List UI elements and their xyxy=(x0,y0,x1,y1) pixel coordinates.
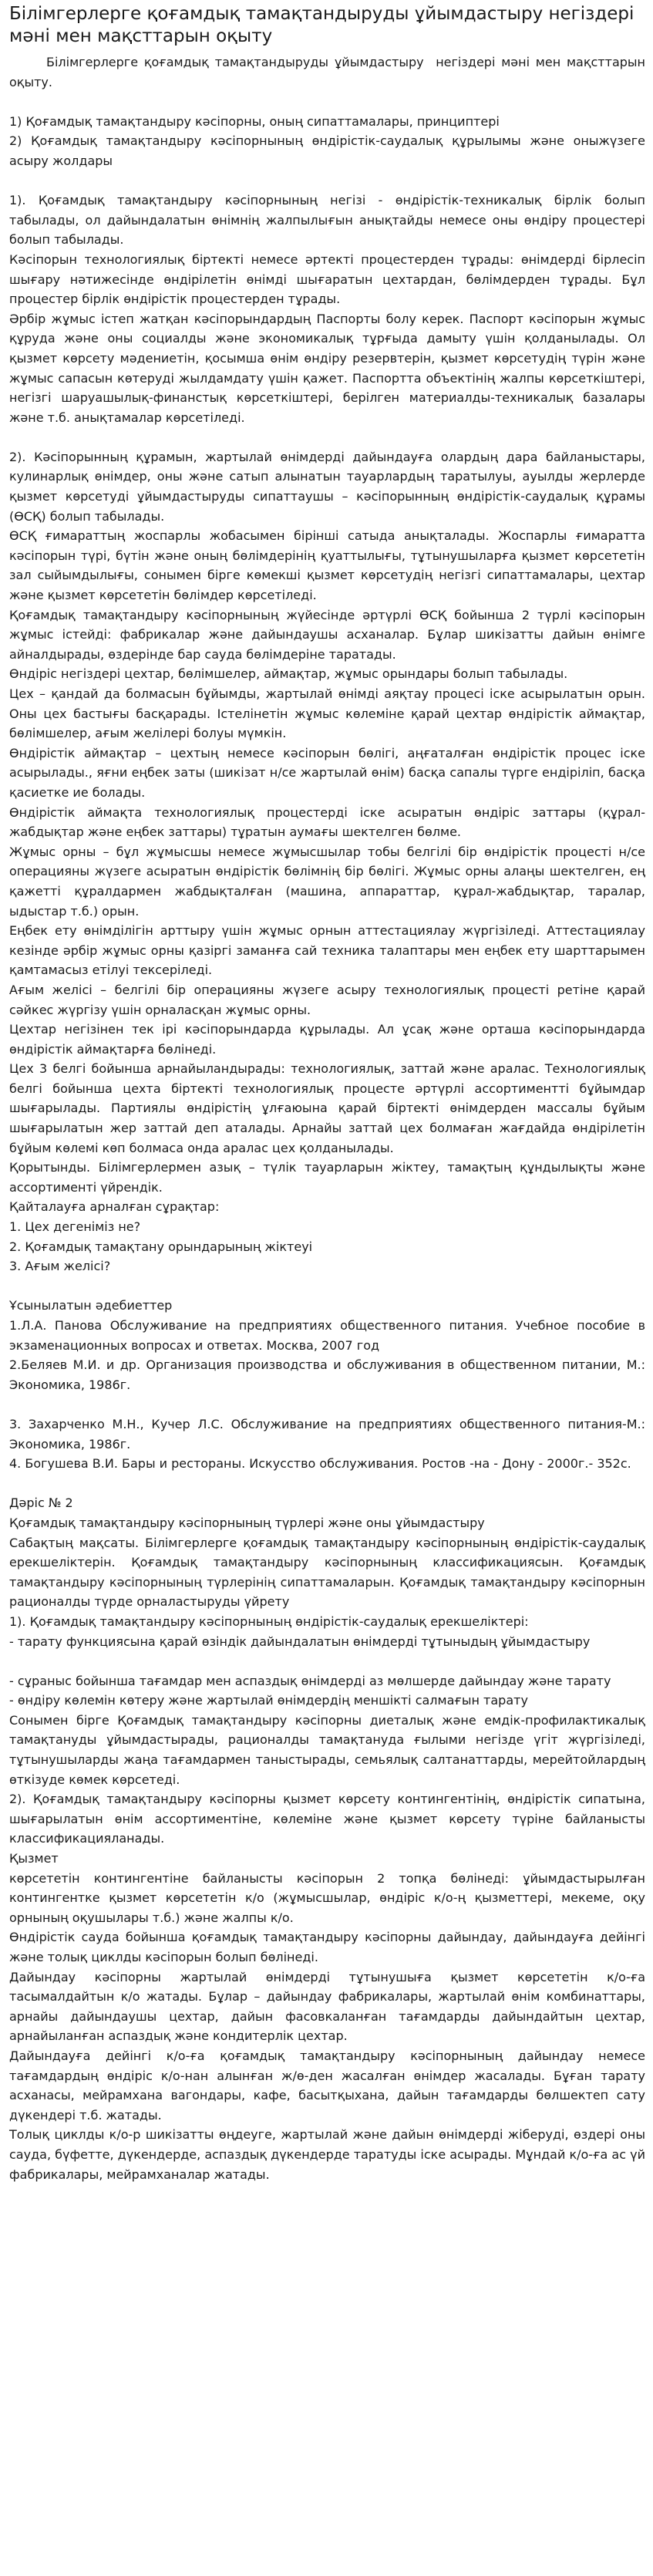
lecture-paragraph: Дайындауға дейінгі к/о-ға қоғамдық тамақтандыру кәсіпорнының дайындау немесе тағамдардың өндіріс к/о-нан алынған ж/ө-ден жасалған өнімдер жасалады. Бұған тарату асханасы, мейрамхана вагондары, кафе, басытқыхана, дайын тағамдарды бөлшектеп сату дүкендері т.б. жатады. xyxy=(9,2048,650,2123)
lecture-paragraph: 2). Қоғамдық тамақтандыру кәсіпорны қызмет көрсету контингентінің, өндірістік сипатына, шығарылатын өнім ассортиментіне, көлеміне және қызмет көрсету түріне байланысты классификацияланады. xyxy=(9,1792,650,1846)
review-question: 1. Цех дегеніміз не? xyxy=(9,1219,141,1235)
section1-paragraph: 1). Қоғамдық тамақтандыру кәсіпорнының негізі - өндірістік-техникалық бірлік болып табылады, ол дайындалатын өнімнің жалпылығын анықтайды немесе оны өндіру процестері болып табылады. xyxy=(9,193,650,248)
section2-paragraph: ӨСҚ ғимараттың жоспарлы жобасымен бірінші сатыда анықталады. Жоспарлы ғимаратта кәсіпорын түрі, бүтін және оның бөлімдерінің қуаттылығы, тұтынушыларға қызмет көрсететін зал сыйымдылығы, сонымен бірге көмекші қызмет көрсетудің негізгі сипаттамалары, цехтар және қызмет көрсететін бөлімдер көрсетіледі. xyxy=(9,528,650,603)
lecture-list-item: - сұраныс бойынша тағамдар мен аспаздық өнімдерді аз мөлшерде дайындау және тарату xyxy=(9,1673,611,1688)
section2-paragraph: Қорытынды. Білімгерлермен азық – түлік тауарларын жіктеу, тамақтың құндылықты және ассортименті үйрендік. xyxy=(9,1160,650,1195)
document-title: Білімгерлерге қоғамдық тамақтандыруды ұйымдастыру негіздері мәні мен мақсттарын оқыту xyxy=(9,4,634,46)
spacer xyxy=(9,427,645,447)
section2-paragraph: Жұмыс орны – бұл жұмысшы немесе жұмысшылар тобы белгілі бір өндірістік процесті н/се операцияны жүзеге асыратын өндірістік бөлімнің бір бөлігі. Жұмыс орны алаңы шектелген, ең қажетті құралдармен жабдықталған (машина, аппараттар, құрал-жабдықтар, таралар, ыдыстар т.б.) орын. xyxy=(9,844,650,919)
section2-paragraph: Қоғамдық тамақтандыру кәсіпорнының жүйесінде әртүрлі ӨСҚ бойынша 2 түрлі кәсіпорын жұмыс істейді: фабрикалар және дайындаушы асханалар. Бұлар шикізатты дайын өнімге айналдырады, өздерінде бар сауда бөлімдеріне таратады. xyxy=(9,607,650,662)
lecture-paragraph: Дайындау кәсіпорны жартылай өнімдерді тұтынушыға қызмет көрсететін к/о-ға тасымалдайтын к/о жатады. Бұлар – дайындау фабрикалары, жартылай өнім комбинаттары, арнайы дайындаушы цехтар, дайын фасовкаланған тағамдарды дайындайтын цехтар, арнайыланған аспаздық және кондитерлік цехтар. xyxy=(9,1969,650,2044)
lecture-number: Дәріс № 2 xyxy=(9,1495,73,1511)
outline-item: 1) Қоғамдық тамақтандыру кәсіпорны, оның сипаттамалары, принциптері xyxy=(9,113,500,129)
review-questions-heading: Қайталауға арналған сұрақтар: xyxy=(9,1199,220,1215)
lecture-paragraph: 1). Қоғамдық тамақтандыру кәсіпорнының өндірістік-саудалық ерекшеліктері: xyxy=(9,1613,529,1629)
lecture-topic: Қоғамдық тамақтандыру кәсіпорнының түрлері және оны ұйымдастыру xyxy=(9,1515,485,1530)
outline-item: 2) Қоғамдық тамақтандыру кәсіпорнының өндірістік-саудалық құрылымы және оныжүзеге асыру жолдары xyxy=(9,133,650,168)
lecture-paragraph: Өндірістік сауда бойынша қоғамдық тамақтандыру кәсіпорны дайындау, дайындауға дейінгі және толық циклды кәсіпорын болып бөлінеді. xyxy=(9,1930,650,1964)
section2-paragraph: Өндірістік аймақта технологиялық процестерді іске асыратын өндіріс заттары (құрал-жабдықтар және еңбек заттары) тұратын аумағы шектелген бөлме. xyxy=(9,804,645,840)
section2-paragraph: Өндірістік аймақтар – цехтың немесе кәсіпорын бөлігі, аңғаталған өндірістік процес іске асырылады., яғни еңбек заты (шикізат н/се жартылай өнім) басқа сапалы түрге ендіріліп, басқа қасиетке ие болады. xyxy=(9,745,650,800)
section2-paragraph: Ағым желісі – белгілі бір операцияны жүзеге асыру технологиялық процесті ретіне қарай сәйкес жүргізу үшін орналасқан жұмыс орны. xyxy=(9,982,650,1017)
spacer xyxy=(9,1394,645,1414)
lecture-list-item: - өндіру көлемін көтеру және жартылай өнімдердің меншікті салмағын тарату xyxy=(9,1693,528,1708)
section2-paragraph: Еңбек ету өнімділігін арттыру үшін жұмыс орнын аттестациялау жүргізіледі. Аттестациялау кезінде әрбір жұмыс орны қазіргі заманға сай техника талаптары мен еңбек ету шарттарымен қамтамасыз етілуі тексеріледі. xyxy=(9,923,650,978)
lecture-paragraph: Сонымен бірге Қоғамдық тамақтандыру кәсіпорны диеталық және емдік-профилактикалық тамақтануды ұйымдастырады, рационалды тамақтануда ғылыми негізде үгіт жүргізіледі, тұтынушыларды жаңа тағамдармен таныстырады, семьялық салтанаттарды, мерейтойлардың өткізуде көмек көрсетеді. xyxy=(9,1712,650,1787)
lecture-paragraph: Сабақтың мақсаты. Білімгерлерге қоғамдық тамақтандыру кәсіпорнының өндірістік-саудалық ерекшеліктерін. Қоғамдық тамақтандыру кәсіпорнының классификациясын. Қоғамдық тамақтандыру кәсіпорнының түрлерінің сипаттамаларын. Қоғамдық тамақтандыру кәсіпорнын рационалды түрде орналастыруды үйрету xyxy=(9,1535,650,1610)
intro-paragraph: Білімгерлерге қоғамдық тамақтандыруды ұйымдастыру негіздері мәні мен мақсттарын оқыту. xyxy=(9,55,650,89)
lecture-paragraph: Қызмет xyxy=(9,1851,59,1866)
spacer xyxy=(9,92,645,112)
spacer xyxy=(9,171,645,191)
section2-paragraph: Өндіріс негіздері цехтар, бөлімшелер, аймақтар, жұмыс орындары болып табылады. xyxy=(9,666,568,682)
reference-item: 1.Л.А. Панова Обслуживание на предприятиях общественного питания. Учебное пособие в экзаменационных вопросах и ответах. Москва, 2007 год xyxy=(9,1318,650,1353)
review-question: 3. Ағым желісі? xyxy=(9,1259,111,1274)
section1-paragraph: Әрбір жұмыс істеп жатқан кәсіпорындардың Паспорты болу керек. Паспорт кәсіпорын жұмыс құруда және оны социалды және экономикалық тұрғыда дамыту үшін қолданылады. Ол қызмет көрсету мәдениетін, қосымша өнім өндіру резервтерін, қызмет көрсетудің түрін және жұмыс сапасын көтеруді жылдамдату үшін қажет. Паспортта объектінің жалпы көрсеткіштері, негізгі шаруашылық-финанстық көрсеткіштері, берілген материалды-техникалық базалары және т.б. анықтамалар көрсетіледі. xyxy=(9,311,650,425)
lecture-list-item: - тарату функциясына қарай өзіндік дайындалатын өнімдерді тұтыныдың ұйымдастыру xyxy=(9,1634,591,1649)
lecture-paragraph: Толық циклды к/о-р шикізатты өңдеуге, жартылай және дайын өнімдерді жіберуді, өздері оны сауда, бүфетте, дүкендерде, аспаздық дүкендерде таратуды іске асырады. Мұндай к/о-ға ас үй фабрикалары, мейрамханалар жатады. xyxy=(9,2127,650,2182)
section2-paragraph: 2). Кәсіпорынның құрамын, жартылай өнімдерді дайындауға олардың дара байланыстары, кулинарлық өнімдер, оны және сатып алынатын тауарлардың таратылуы, ауылды жерлерде қызмет көрсетуді ұйымдастыруды сипаттаушы – кәсіпорынның өндірістік-саудалық құрамы (ӨСҚ) болып табылады. xyxy=(9,449,650,524)
section2-paragraph: Цехтар негізінен тек ірі кәсіпорындарда құрылады. Ал ұсақ және орташа кәсіпорындарда өндірістік аймақтарға бөлінеді. xyxy=(9,1022,650,1057)
spacer xyxy=(9,1276,645,1296)
lecture-paragraph: көрсететін контингентіне байланысты кәсіпорын 2 топқа бөлінеді: ұйымдастырылған контингентке қызмет көрсететін к/о (жұмысшылар, өндіріс к/о-ң қызметтері, мекеме, оқу орнының оқушылары т.б.) және жалпы к/о. xyxy=(9,1870,650,1925)
reference-item: 4. Богушева В.И. Бары и рестораны. Искусство обслуживания. Ростов -на - Дону - 2000г.- 352с. xyxy=(9,1456,631,1472)
reference-item: 2.Беляев М.И. и др. Организация производства и обслуживания в общественном питании, М.: Экономика, 1986г. xyxy=(9,1357,650,1392)
review-question: 2. Қоғамдық тамақтану орындарының жіктеуі xyxy=(9,1239,313,1254)
section1-paragraph: Кәсіпорын технологиялық біртекті немесе әртекті процестерден тұрады: өнімдерді бірлесіп шығару нәтижесінде өндірілетін өнімді шығаратын цехтардан, бөлімдерден тұрады. Бұл процестер бірлік өндірістік процестерден тұрады. xyxy=(9,251,650,307)
reference-item: 3. Захарченко М.Н., Кучер Л.С. Обслуживание на предприятиях общественного питания-М.: Экономика, 1986г. xyxy=(9,1416,650,1452)
spacer xyxy=(9,1651,645,1671)
spacer xyxy=(9,1474,645,1494)
section2-paragraph: Цех 3 белгі бойынша арнайыландырады: технологиялық, заттай және аралас. Технологиялық белгі бойынша цехта біртекті технологиялық процесте әртүрлі ассортиментті бұйымдар шығарылады. Партиялы өндірістің ұлғаюына қарай біртекті өнімдерден массалы бұйым шығарылатын жер заттай деп аталады. Арнайы заттай цех болмаған жағдайда өндірілетін бұйым көлемі көп болмаса онда аралас цех қолданылады. xyxy=(9,1061,650,1155)
section2-paragraph: Цех – қандай да болмасын бұйымды, жартылай өнімді аяқтау процесі іске асырылатын орын. Оны цех бастығы басқарады. Істелінетін жұмыс көлеміне қарай цехтар өндірістік аймақтар, бөлімшелер, ағым желілері болуы мүмкін. xyxy=(9,686,650,741)
references-heading: Ұсынылатын әдебиеттер xyxy=(9,1298,173,1313)
